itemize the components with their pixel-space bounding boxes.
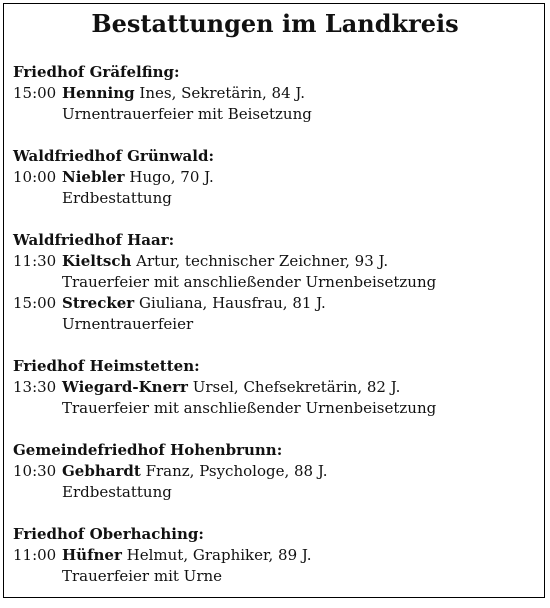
- burial-time: 13:30: [13, 378, 57, 396]
- cemetery-section: [13, 230, 543, 335]
- deceased-surname: Kieltsch: [62, 252, 132, 270]
- burial-detail: [62, 377, 543, 419]
- burial-detail: [62, 251, 543, 293]
- cemetery-name: Friedhof Oberhaching:: [13, 525, 204, 543]
- deceased-details: Giuliana, Hausfrau, 81 J.: [138, 294, 326, 312]
- deceased-details: Hugo, 70 J.: [129, 168, 214, 186]
- cemetery-name: Gemeindefriedhof Hohenbrunn:: [13, 441, 283, 459]
- deceased-surname: Gebhardt: [62, 462, 141, 480]
- burial-entry: [13, 251, 543, 293]
- ceremony-type: Erdbestattung: [62, 483, 172, 501]
- ceremony-type: Urnentrauerfeier: [62, 315, 194, 333]
- burial-entry: [13, 545, 543, 587]
- ceremony-type: Trauerfeier mit Urne: [62, 567, 223, 585]
- cemetery-name: Friedhof Heimstetten:: [13, 357, 200, 375]
- burial-entry: [13, 377, 543, 419]
- deceased-surname: Niebler: [62, 168, 125, 186]
- cemetery-section: [13, 146, 543, 209]
- deceased-surname: Wiegard-Knerr: [62, 378, 188, 396]
- burial-time: 11:00: [13, 546, 57, 564]
- burial-listing: [13, 62, 543, 608]
- burial-entry: [13, 83, 543, 125]
- burial-entry: [13, 293, 543, 335]
- burial-entry: [13, 461, 543, 503]
- deceased-surname: Hüfner: [62, 546, 122, 564]
- deceased-details: Artur, technischer Zeichner, 93 J.: [136, 252, 389, 270]
- deceased-details: Helmut, Graphiker, 89 J.: [126, 546, 312, 564]
- ceremony-type: Urnentrauerfeier mit Beisetzung: [62, 105, 312, 123]
- cemetery-section: [13, 524, 543, 587]
- deceased-surname: Henning: [62, 84, 135, 102]
- cemetery-section: [13, 62, 543, 125]
- cemetery-name: Friedhof Gräfelfing:: [13, 63, 180, 81]
- burial-detail: [62, 293, 543, 335]
- burial-time: 11:30: [13, 252, 57, 270]
- deceased-details: Ursel, Chefsekretärin, 82 J.: [192, 378, 401, 396]
- burial-detail: [62, 83, 543, 125]
- deceased-details: Franz, Psychologe, 88 J.: [145, 462, 328, 480]
- burial-time: 15:00: [13, 294, 57, 312]
- page-title: Bestattungen im Landkreis: [91, 9, 459, 38]
- ceremony-type: Trauerfeier mit anschließender Urnenbeisetzung: [62, 273, 437, 291]
- deceased-details: Ines, Sekretärin, 84 J.: [139, 84, 305, 102]
- burial-detail: [62, 545, 543, 587]
- burial-time: 10:30: [13, 462, 57, 480]
- burial-detail: [62, 167, 543, 209]
- burial-time: 15:00: [13, 84, 57, 102]
- cemetery-name: Waldfriedhof Grünwald:: [13, 147, 214, 165]
- ceremony-type: Erdbestattung: [62, 189, 172, 207]
- burial-time: 10:00: [13, 168, 57, 186]
- deceased-surname: Strecker: [62, 294, 135, 312]
- burial-detail: [62, 461, 543, 503]
- cemetery-section: [13, 440, 543, 503]
- ceremony-type: Trauerfeier mit anschließender Urnenbeisetzung: [62, 399, 437, 417]
- burial-entry: [13, 167, 543, 209]
- cemetery-name: Waldfriedhof Haar:: [13, 231, 175, 249]
- cemetery-section: [13, 356, 543, 419]
